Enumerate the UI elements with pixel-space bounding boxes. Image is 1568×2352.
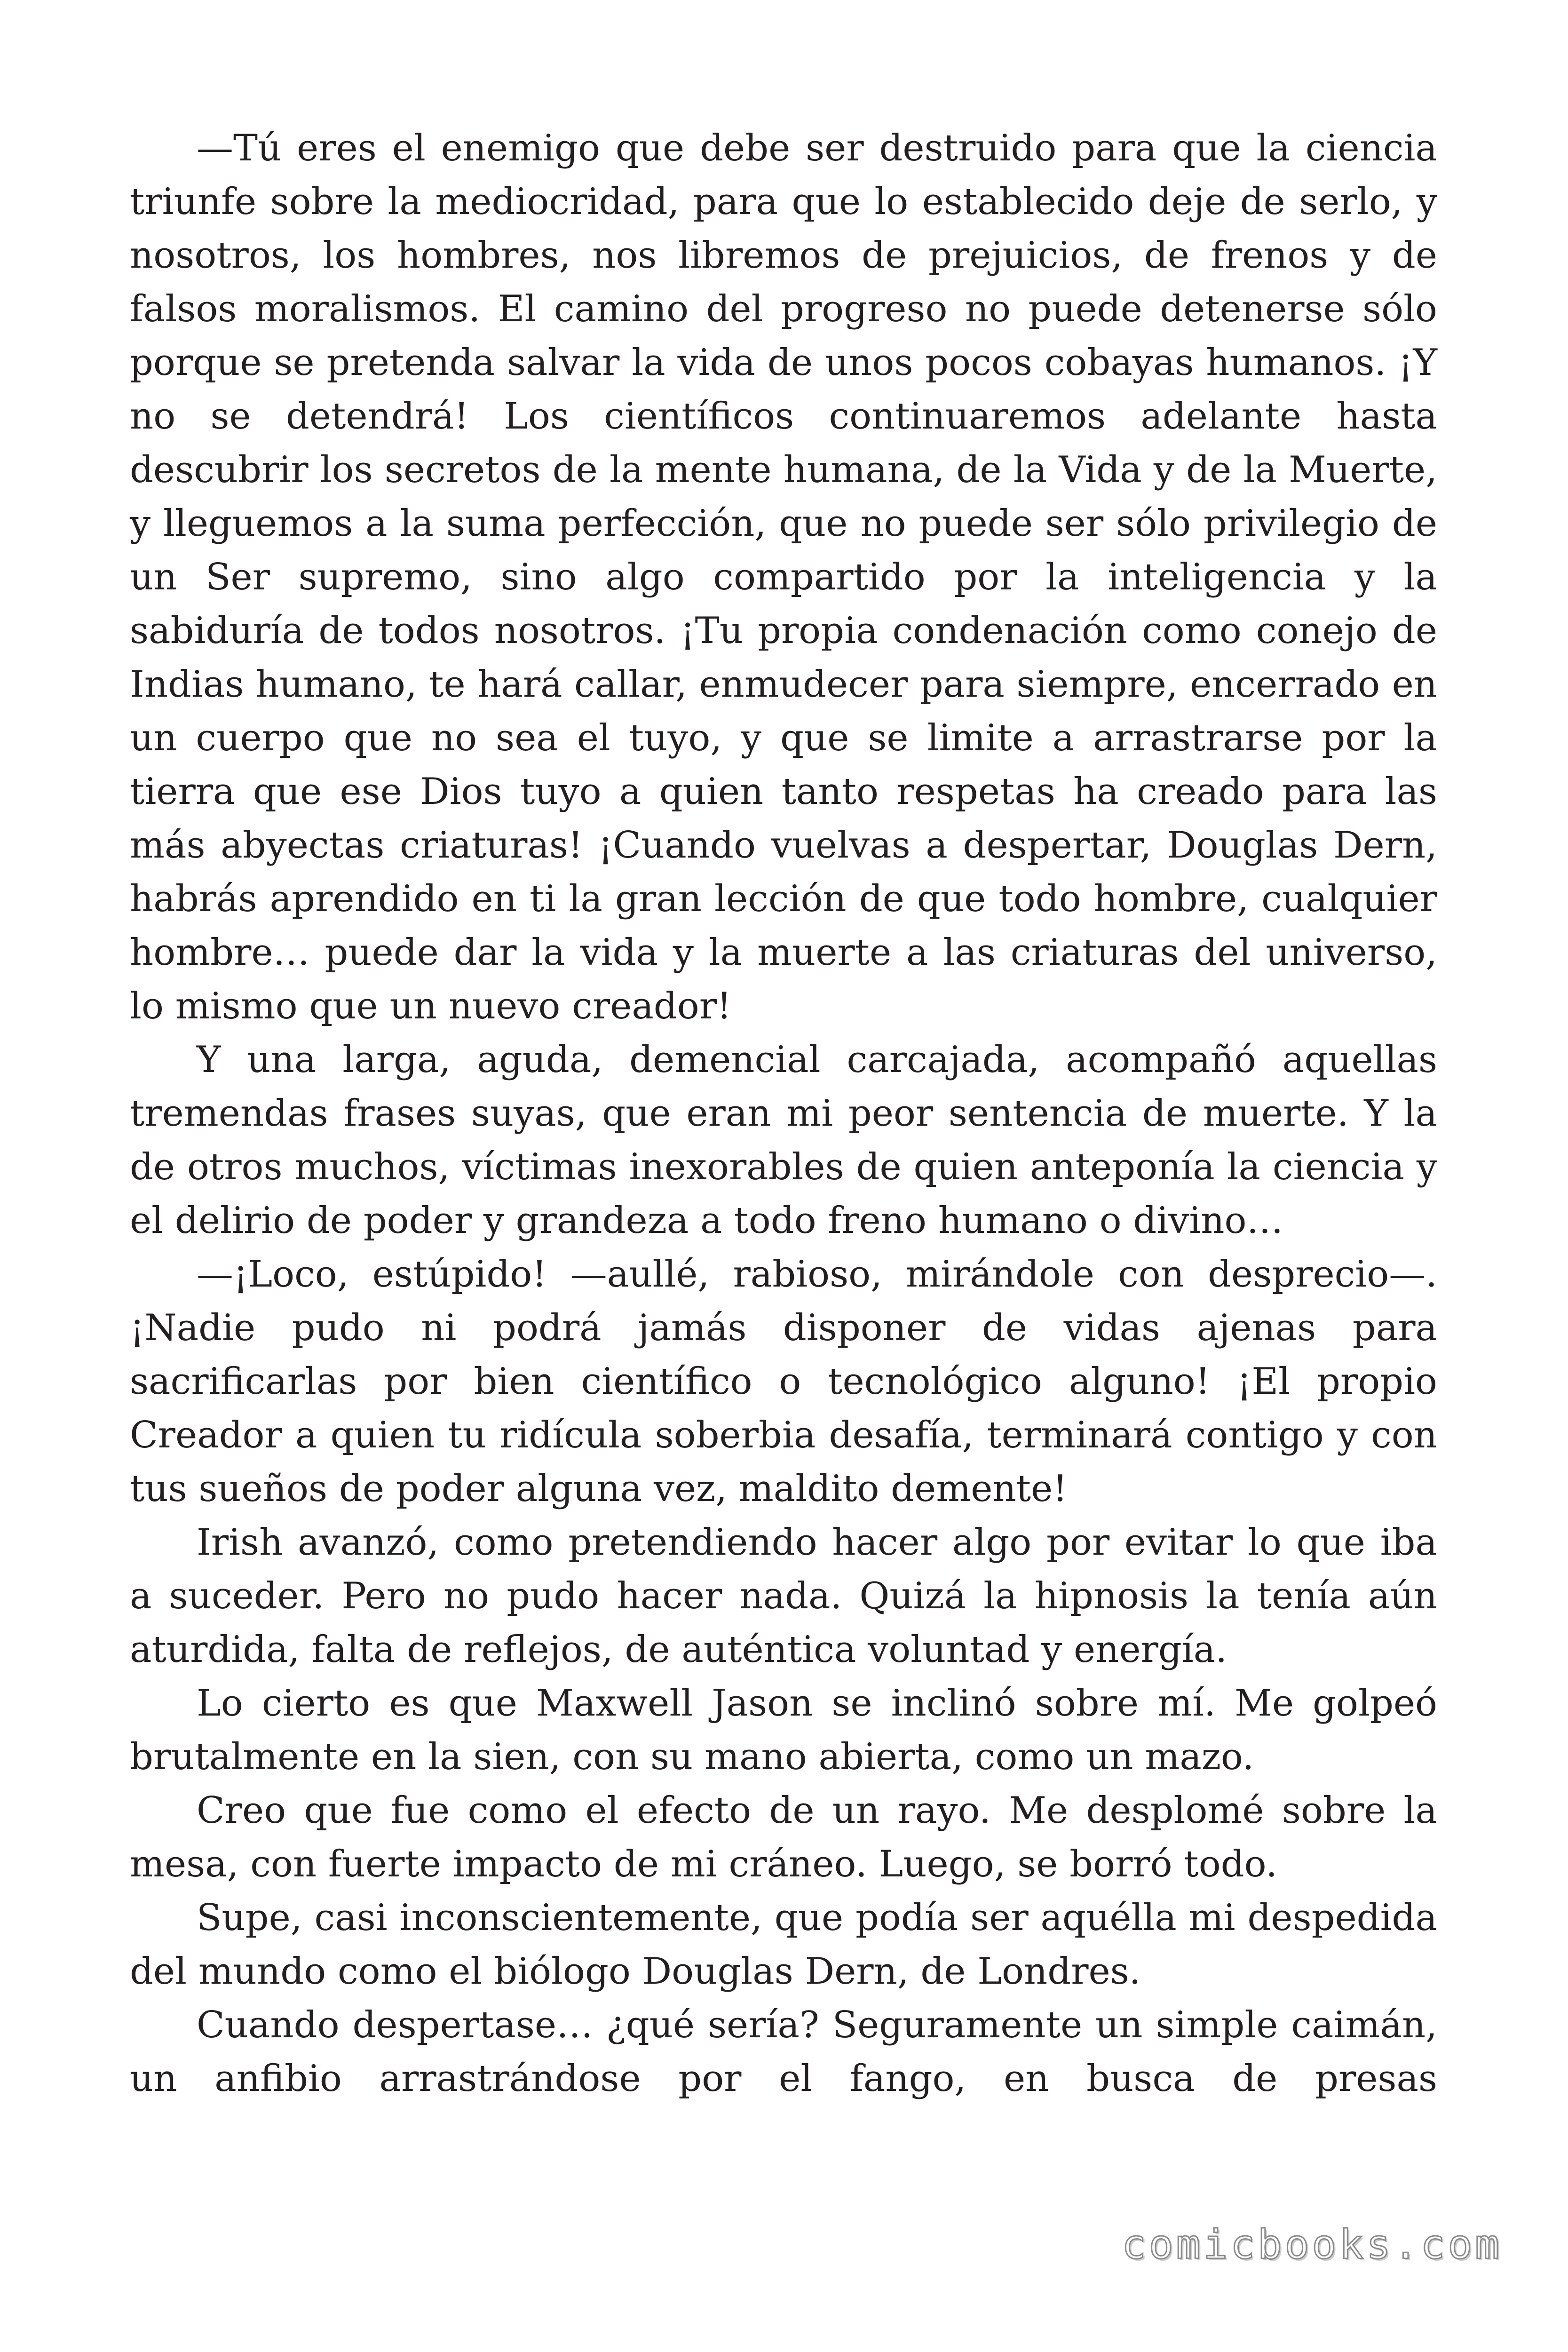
body-text [130, 121, 1437, 2106]
paragraph: —Tú eres el enemigo que debe ser destruido para que la ciencia triunfe sobre la mediocridad, para que lo establecido deje de serlo, y nosotros, los hombres, nos libremos de prejuicios, de frenos y de falsos moralismos. El camino del progreso no puede detenerse sólo porque se pretenda salvar la vida de unos pocos cobayas humanos. ¡Y no se detendrá! Los científicos continuaremos adelante hasta descubrir los secretos de la mente humana, de la Vida y de la Muerte, y lleguemos a la suma perfección, que no puede ser sólo privilegio de un Ser supremo, sino algo compartido por la inteligencia y la sabiduría de todos nosotros. ¡Tu propia condenación como conejo de Indias humano, te hará callar, enmudecer para siempre, encerrado en un cuerpo que no sea el tuyo, y que se limite a arrastrarse por la tierra que ese Dios tuyo a quien tanto respetas ha creado para las más abyectas criaturas! ¡Cuando vuelvas a despertar, Douglas Dern, habrás aprendido en ti la gran lección de que todo hombre, cualquier hombre… puede dar la vida y la muerte a las criaturas del universo, lo mismo que un nuevo creador! [130, 127, 1437, 1027]
paragraph: Y una larga, aguda, demencial carcajada, acompañó aquellas tremendas frases suyas, que eran mi peor sentencia de muerte. Y la de otros muchos, víctimas inexorables de quien anteponía la ciencia y el delirio de poder y grandeza a todo freno humano o divino… [130, 1039, 1437, 1242]
paragraph: Creo que fue como el efecto de un rayo. Me desplomé sobre la mesa, con fuerte impacto de mi cráneo. Luego, se borró todo. [130, 1789, 1437, 1885]
paragraph: Irish avanzó, como pretendiendo hacer algo por evitar lo que iba a suceder. Pero no pudo hacer nada. Quizá la hipnosis la tenía aún aturdida, falta de reflejos, de auténtica voluntad y energía. [130, 1521, 1437, 1671]
paragraph: Lo cierto es que Maxwell Jason se inclinó sobre mí. Me golpeó brutalmente en la sien, con su mano abierta, como un mazo. [130, 1682, 1437, 1778]
paragraph: —¡Loco, estúpido! —aullé, rabioso, mirándole con desprecio—. ¡Nadie pudo ni podrá jamás disponer de vidas ajenas para sacrificarlas por bien científico o tecnológico alguno! ¡El propio Creador a quien tu ridícula soberbia desafía, terminará contigo y con tus sueños de poder alguna vez, maldito demente! [130, 1253, 1437, 1510]
paragraph: Supe, casi inconscientemente, que podía ser aquélla mi despedida del mundo como el biólogo Douglas Dern, de Londres. [130, 1897, 1437, 1993]
paragraph: Cuando despertase… ¿qué sería? Seguramente un simple caimán, un anfibio arrastrándose por el fango, en busca de presas [130, 2004, 1437, 2100]
watermark: comicbooks.com [1122, 2221, 1502, 2268]
